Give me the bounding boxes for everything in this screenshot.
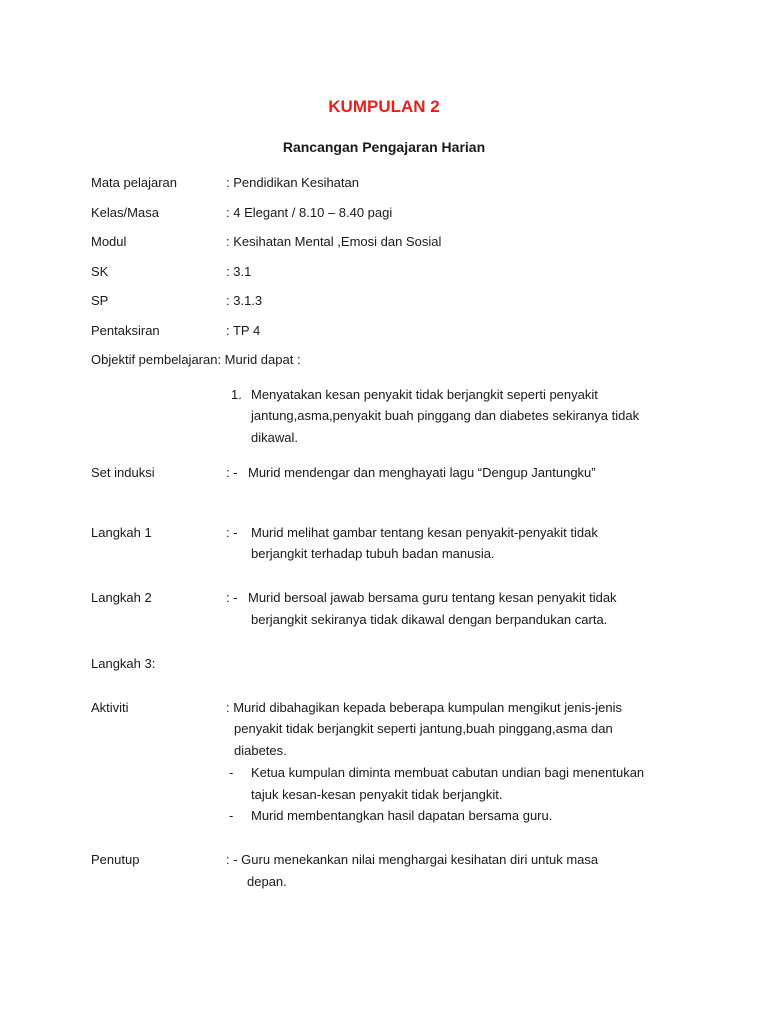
aktiviti-bullet-dash: - [229,808,234,823]
info-value-kelas-masa: : 4 Elegant / 8.10 – 8.40 pagi [226,205,393,220]
penutup-line: : - Guru menekankan nilai menghargai kesihatan diri untuk masa [226,852,599,867]
aktiviti-line: diabetes. [234,743,287,758]
aktiviti-bullet-line: Ketua kumpulan diminta membuat cabutan undian bagi menentukan [251,765,645,780]
info-label-kelas-masa: Kelas/Masa [91,205,159,220]
langkah2-line: berjangkit sekiranya tidak dikawal dengan berpandukan carta. [251,612,608,627]
langkah3-label: Langkah 3: [91,656,156,671]
info-value-sk: : 3.1 [226,264,252,279]
aktiviti-bullet-dash: - [229,765,234,780]
info-value-modul: : Kesihatan Mental ,Emosi dan Sosial [226,234,442,249]
info-label-sp: SP [91,293,109,308]
objective-number: 1. [231,387,242,402]
aktiviti-line: penyakit tidak berjangkit seperti jantung,buah pinggang,asma dan [234,721,613,736]
aktiviti-line: : Murid dibahagikan kepada beberapa kumpulan mengikut jenis-jenis [226,700,623,715]
langkah1-line: berjangkit terhadap tubuh badan manusia. [251,546,495,561]
info-value-pentaksiran: : TP 4 [226,323,261,338]
objective-line: Menyatakan kesan penyakit tidak berjangkit seperti penyakit [251,387,598,402]
langkah2-line: Murid bersoal jawab bersama guru tentang kesan penyakit tidak [248,590,617,605]
penutup-line: depan. [247,874,287,889]
set-induksi-text: Murid mendengar dan menghayati lagu “Dengup Jantungku” [248,465,596,480]
info-value-mata-pelajaran: : Pendidikan Kesihatan [226,175,359,190]
objective-line: dikawal. [251,430,298,445]
langkah1-prefix: : - [226,525,238,540]
penutup-label: Penutup [91,852,140,867]
langkah2-label: Langkah 2 [91,590,152,605]
info-label-modul: Modul [91,234,127,249]
langkah2-prefix: : - [226,590,238,605]
set-induksi-prefix: : - [226,465,238,480]
info-label-sk: SK [91,264,109,279]
document-subtitle: Rancangan Pengajaran Harian [282,139,486,155]
aktiviti-label: Aktiviti [91,700,129,715]
objective-line: jantung,asma,penyakit buah pinggang dan diabetes sekiranya tidak [251,408,640,423]
document-title: KUMPULAN 2 [328,97,440,116]
set-induksi-label: Set induksi [91,465,155,480]
aktiviti-bullet-line: tajuk kesan-kesan penyakit tidak berjangkit. [251,787,503,802]
info-value-sp: : 3.1.3 [226,293,263,308]
aktiviti-bullet-line: Murid membentangkan hasil dapatan bersama guru. [251,808,553,823]
objective-heading: Objektif pembelajaran: Murid dapat : [91,352,301,367]
langkah1-line: Murid melihat gambar tentang kesan penyakit-penyakit tidak [251,525,598,540]
info-label-mata-pelajaran: Mata pelajaran [91,175,177,190]
info-label-pentaksiran: Pentaksiran [91,323,160,338]
langkah1-label: Langkah 1 [91,525,152,540]
